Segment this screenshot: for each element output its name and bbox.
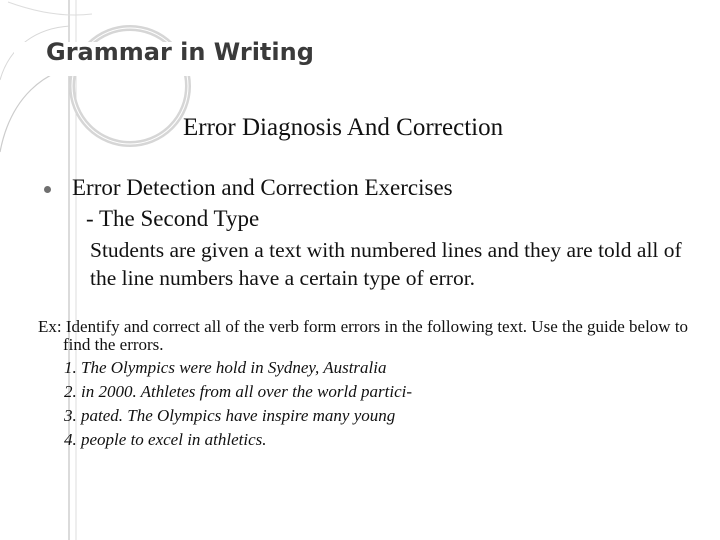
example-line: 4. people to excel in athletics. — [64, 430, 267, 449]
bullet-icon — [44, 186, 51, 193]
example-line: 3. pated. The Olympics have inspire many young — [64, 406, 396, 425]
slide-title: Grammar in Writing — [46, 38, 314, 66]
example-instruction: Ex: Identify and correct all of the verb form errors in the following text. Use the guide below to find the errors. — [38, 317, 689, 354]
bullet-heading: Error Detection and Correction Exercises — [72, 175, 453, 200]
sub-heading: - The Second Type — [86, 206, 260, 231]
example-lines — [64, 356, 412, 452]
example-line: 1. The Olympics were hold in Sydney, Australia — [64, 358, 387, 377]
example-block — [38, 318, 698, 354]
description-text: Students are given a text with numbered lines and they are told all of the line numbers have a certain type of error. — [90, 238, 682, 290]
example-line: 2. in 2000. Athletes from all over the world partici- — [64, 382, 413, 401]
slide-subtitle: Error Diagnosis And Correction — [183, 114, 504, 141]
